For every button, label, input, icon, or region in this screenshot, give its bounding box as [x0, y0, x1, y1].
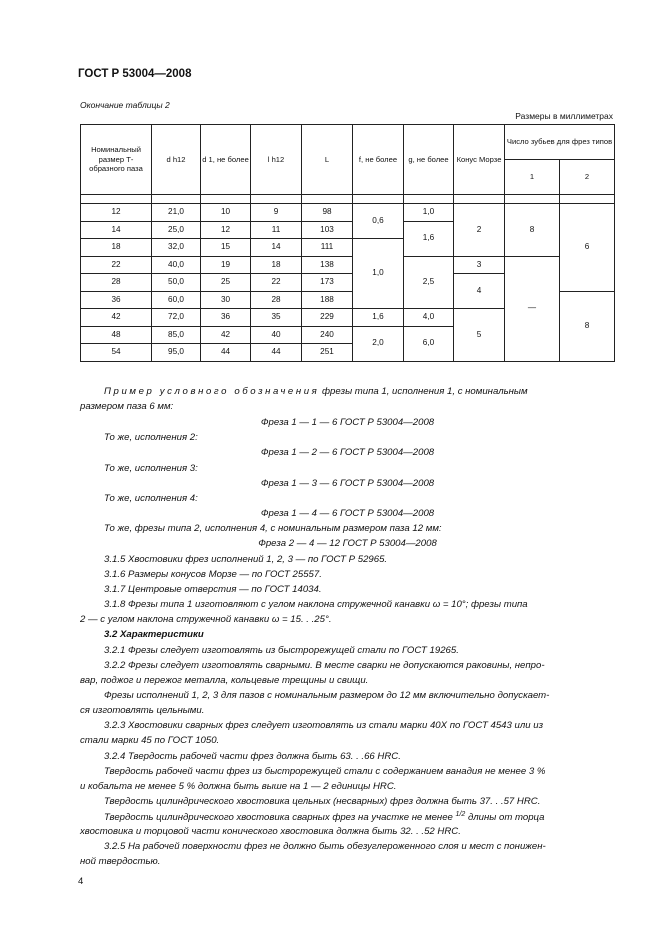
paragraph-3-2-5-line2: ной твердостью.: [80, 856, 161, 867]
cell-g: 6,0: [404, 326, 454, 361]
cell-l: 11: [251, 221, 302, 239]
cell-l: 14: [251, 239, 302, 257]
same-variant-3: То же, исполнения 3:: [104, 463, 198, 474]
fraction-half: 1/2: [455, 811, 466, 818]
cell-d: 21,0: [152, 204, 201, 222]
cell-d1: 36: [201, 309, 251, 327]
paragraph-3-2-2b-line1: Фрезы исполнений 1, 2, 3 для пазов с номинальным размером до 12 мм включительно допускает-: [104, 690, 550, 701]
cell-f: 2,0: [353, 326, 404, 361]
header-l: l h12: [251, 125, 302, 195]
cell-nominal: 28: [81, 274, 152, 292]
cell-L: 240: [302, 326, 353, 344]
cell-f: 1,6: [353, 309, 404, 327]
same-variant-4: То же, исполнения 4:: [104, 493, 198, 504]
header-type1: 1: [505, 160, 560, 195]
cell-f: 0,6: [353, 204, 404, 239]
example-intro-text: фрезы типа 1, исполнения 1, с номинальным: [319, 386, 528, 397]
cell-L: 138: [302, 256, 353, 274]
designation-2: Фреза 1 — 2 — 6 ГОСТ Р 53004—2008: [260, 447, 435, 458]
cell-d1: 25: [201, 274, 251, 292]
designation-3: Фреза 1 — 3 — 6 ГОСТ Р 53004—2008: [260, 478, 435, 489]
paragraph-3-2-3-line2: стали марки 45 по ГОСТ 1050.: [80, 735, 220, 746]
cell-teeth-type2: 8: [560, 291, 615, 361]
example-intro-label: Пример условного обозначения: [104, 386, 320, 397]
cell-d1: 42: [201, 326, 251, 344]
cell-L: 229: [302, 309, 353, 327]
cell-d: 95,0: [152, 344, 201, 362]
cell-L: 251: [302, 344, 353, 362]
cell-d: 85,0: [152, 326, 201, 344]
paragraph-3-2-2-line1: 3.2.2 Фрезы следует изготовлять сварными. В месте сварки не допускаются раковины, непро-: [104, 660, 545, 671]
header-d: d h12: [152, 125, 201, 195]
section-3-2-heading: 3.2 Характеристики: [104, 629, 204, 640]
cell-nominal: 36: [81, 291, 152, 309]
example-intro: [104, 386, 528, 397]
header-f: f, не более: [353, 125, 404, 195]
cell-L: 188: [302, 291, 353, 309]
cell-nominal: 22: [81, 256, 152, 274]
cell-d: 60,0: [152, 291, 201, 309]
cell-morse: 4: [454, 274, 505, 309]
cell-d: 72,0: [152, 309, 201, 327]
cell-nominal: 12: [81, 204, 152, 222]
cell-d1: 10: [201, 204, 251, 222]
designation-1: Фреза 1 — 1 — 6 ГОСТ Р 53004—2008: [260, 417, 435, 428]
table-caption: Окончание таблицы 2: [80, 100, 170, 110]
cell-d1: 30: [201, 291, 251, 309]
designation-4: Фреза 1 — 4 — 6 ГОСТ Р 53004—2008: [260, 508, 435, 519]
cell-d1: 12: [201, 221, 251, 239]
paragraph-3-2-5-line1: 3.2.5 На рабочей поверхности фрез не должно быть обезуглероженного слоя и мест с понижен-: [104, 841, 546, 852]
cell-teeth-type1: —: [505, 256, 560, 361]
paragraph-3-1-8-line1: 3.1.8 Фрезы типа 1 изготовляют с углом наклона стружечной канавки ω = 10°; фрезы типа: [104, 599, 528, 610]
cell-d1: 19: [201, 256, 251, 274]
table-row: [81, 256, 615, 274]
cell-d: 40,0: [152, 256, 201, 274]
table-row: [81, 204, 615, 222]
cell-l: 9: [251, 204, 302, 222]
document-header: ГОСТ Р 53004—2008: [78, 68, 192, 80]
cell-g: 2,5: [404, 256, 454, 309]
cell-teeth-type2: 6: [560, 204, 615, 292]
paragraph-3-2-4d-line2: хвостовика и торцовой части конического хвостовика должна быть 32. . .52 HRC.: [80, 826, 461, 837]
designation-5: Фреза 2 — 4 — 12 ГОСТ Р 53004—2008: [258, 538, 437, 549]
cell-L: 173: [302, 274, 353, 292]
paragraph-3-2-2-line2: вар, поджог и пережог металла, кольцевые трещины и свищи.: [80, 675, 369, 686]
paragraph-3-2-4c: Твердость цилиндрического хвостовика цельных (несварных) фрез должна быть 37. . .57 HRC.: [104, 796, 541, 807]
paragraph-3-2-4b-line2: и кобальта не менее 5 % должна быть выше на 1 — 2 единицы HRC.: [80, 781, 397, 792]
cell-nominal: 42: [81, 309, 152, 327]
cell-d: 25,0: [152, 221, 201, 239]
cell-nominal: 48: [81, 326, 152, 344]
dimensions-table: [80, 124, 615, 362]
cell-f: 1,0: [353, 239, 404, 309]
paragraph-3-1-7: 3.1.7 Центровые отверстия — по ГОСТ 14034.: [104, 584, 322, 595]
cell-morse: 2: [454, 204, 505, 257]
cell-l: 44: [251, 344, 302, 362]
cell-g: 1,0: [404, 204, 454, 222]
cell-d1: 44: [201, 344, 251, 362]
table-units-note: Размеры в миллиметрах: [515, 111, 613, 121]
paragraph-3-2-4d-text-a: Твердость цилиндрического хвостовика сварных фрез на участке не менее: [104, 812, 456, 824]
paragraph-3-2-4d-text-b: длины от торца: [465, 812, 545, 824]
cell-l: 35: [251, 309, 302, 327]
cell-l: 40: [251, 326, 302, 344]
paragraph-3-1-6: 3.1.6 Размеры конусов Морзе — по ГОСТ 25557.: [104, 569, 322, 580]
header-type2: 2: [560, 160, 615, 195]
example-intro-line2: размером паза 6 мм:: [80, 401, 174, 412]
same-type-2: То же, фрезы типа 2, исполнения 4, с номинальным размером паза 12 мм:: [104, 523, 442, 534]
cell-d1: 15: [201, 239, 251, 257]
header-nominal: Номинальный размер Т-образного паза: [81, 125, 152, 195]
paragraph-3-2-3-line1: 3.2.3 Хвостовики сварных фрез следует изготовлять из стали марки 40Х по ГОСТ 4543 или из: [104, 720, 544, 731]
cell-L: 98: [302, 204, 353, 222]
paragraph-3-2-2b-line2: ся изготовлять цельными.: [80, 705, 205, 716]
header-g: g, не более: [404, 125, 454, 195]
cell-g: 4,0: [404, 309, 454, 327]
paragraph-3-1-5: 3.1.5 Хвостовики фрез исполнений 1, 2, 3 — по ГОСТ Р 52965.: [104, 554, 388, 565]
cell-teeth-type1: 8: [505, 204, 560, 257]
cell-nominal: 14: [81, 221, 152, 239]
paragraph-3-2-4b-line1: Твердость рабочей части фрез из быстрорежущей стали с содержанием ванадия не менее 3 %: [104, 766, 546, 777]
cell-nominal: 18: [81, 239, 152, 257]
paragraph-3-2-4d-line1: [104, 811, 544, 823]
cell-d: 32,0: [152, 239, 201, 257]
paragraph-3-2-4: 3.2.4 Твердость рабочей части фрез должна быть 63. . .66 HRC.: [104, 751, 401, 762]
cell-L: 103: [302, 221, 353, 239]
paragraph-3-2-1: 3.2.1 Фрезы следует изготовлять из быстрорежущей стали по ГОСТ 19265.: [104, 645, 459, 656]
cell-morse: 5: [454, 309, 505, 362]
cell-g: 1,6: [404, 221, 454, 256]
cell-l: 18: [251, 256, 302, 274]
paragraph-3-1-8-line2: 2 — с углом наклона стружечной канавки ω = 15. . .25°.: [80, 614, 332, 625]
cell-L: 111: [302, 239, 353, 257]
header-L: L: [302, 125, 353, 195]
same-variant-2: То же, исполнения 2:: [104, 432, 198, 443]
page-number: 4: [78, 876, 84, 887]
header-teeth: Число зубьев для фрез типов: [505, 125, 615, 160]
cell-d: 50,0: [152, 274, 201, 292]
cell-nominal: 54: [81, 344, 152, 362]
spacer-row: [81, 195, 615, 204]
cell-l: 28: [251, 291, 302, 309]
cell-morse: 3: [454, 256, 505, 274]
header-d1: d 1, не более: [201, 125, 251, 195]
cell-l: 22: [251, 274, 302, 292]
header-morse: Конус Морзе: [454, 125, 505, 195]
